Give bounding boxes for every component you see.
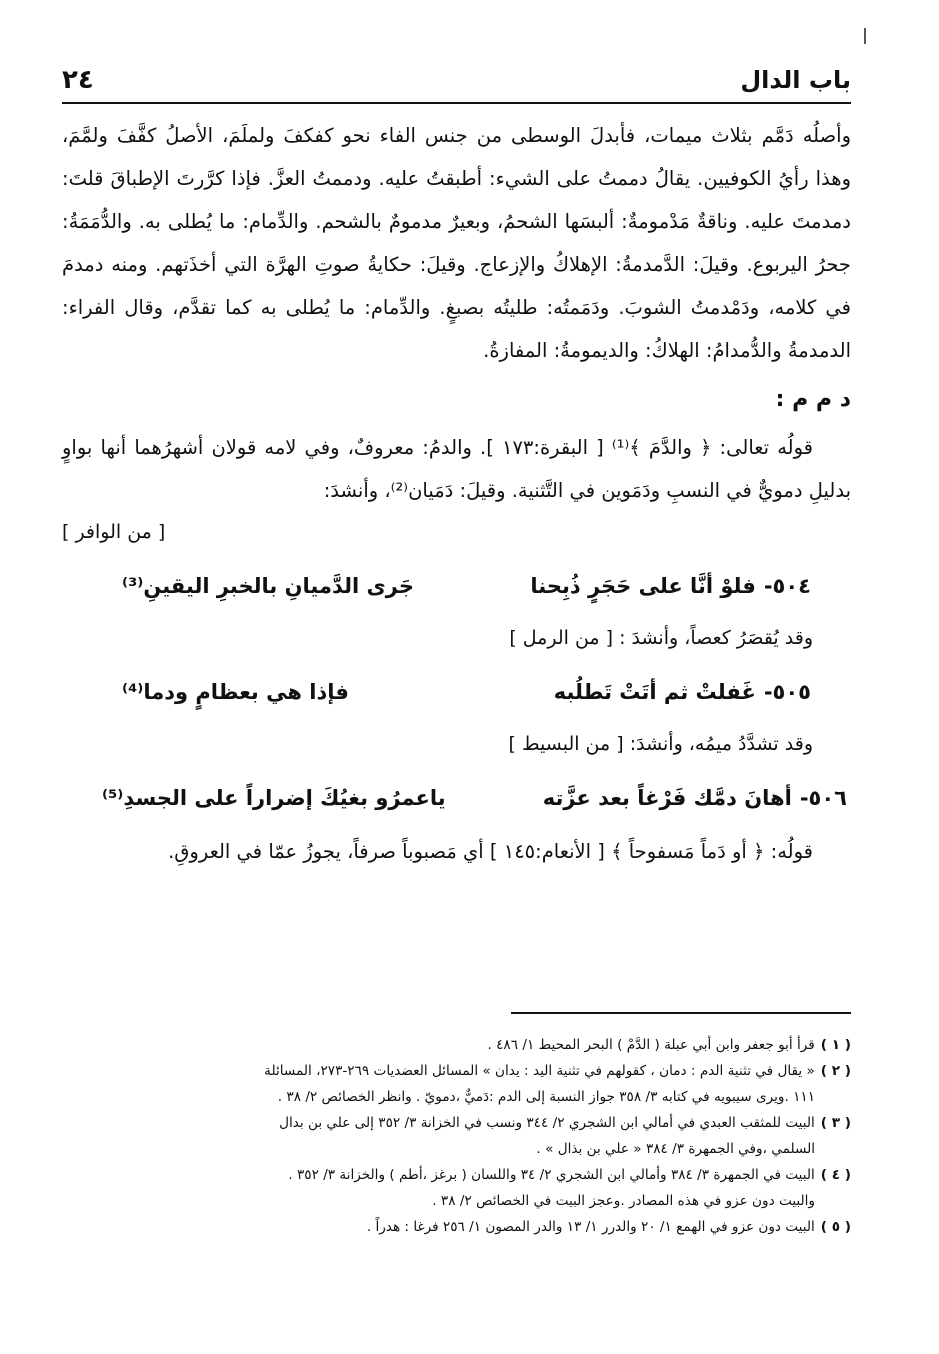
verse-506	[62, 776, 851, 820]
text-line-2: وقد يُقصَرُ كعصاً، وأنشدَ : [ من الرمل ]	[509, 627, 813, 649]
footnote-5: ( ٥ )البيت دون عزو في الهمع ١/ ٢٠ والدرر ١/ ١٣ والدر المصون ١/ ٢٥٦ فرغا : هدراً .	[366, 1219, 851, 1235]
verse-506-number: ٥٠٦-	[799, 786, 847, 810]
text-line-3: وقد تشدَّدُ ميمُه، وأنشدَ: [ من البسيط ]	[508, 733, 813, 755]
footnotes	[62, 1032, 851, 1240]
footnote-4: ( ٤ )البيت في الجمهرة ٣/ ٣٨٤ وأمالي ابن الشجري ٢/ ٣٤ واللسان ( برغز ،أطم ) والخزانة ٣/ ٣٥٢ . والبيت دون عزو في هذه المصادر .وعجز البيت في الخصائص ٢/ ٣٨ .	[288, 1167, 851, 1209]
section-intro: قولُه تعالى: ﴿ والدَّمَ ﴾⁽¹⁾ [ البقرة:١٧٣ ]. والدمُ: معروفٌ، وفي لامه قولان أشهرُهما أنها بواوٍ بدليلِ دمويٌّ في النسبِ ودَمَوين في التَّثنية. وقيلَ: دَمَيان⁽²⁾، وأنشدَ:	[62, 436, 851, 502]
verse-505-first-hemistich: ٥٠٥-غَفلتْ ثم أتَتْ تَطلُبه	[553, 680, 811, 704]
chapter-title: باب الدال	[740, 66, 851, 94]
page-header	[62, 58, 851, 104]
main-text	[62, 114, 851, 873]
verse-504-second-hemistich: جَرى الدَّميانِ بالخبرِ اليقينِ⁽³⁾	[122, 574, 414, 598]
verse-504	[62, 564, 851, 608]
footnote-3: ( ٣ )البيت للمثقب العبدي في أمالي ابن الشجري ٢/ ٣٤٤ ونسب في الخزانة ٣/ ٣٥٢ إلى علي بن بدال السلمي ،وفي الجمهرة ٣/ ٣٨٤ « علي بن بذال » .	[279, 1115, 851, 1157]
verse-505	[62, 670, 851, 714]
footnote-2: ( ٢ )« يقال في تثنية الدم : دمان ، كقولهم في تثنية اليد : يدان » المسائل العضديات ٢٦٩-٢٧٣، المسائلة ١١١ .ويرى سيبويه في كتابه ٣/ ٣٥٨ جواز النسبة إلى الدم :دَميٌّ ،دمويّ . وانظر الخصائص ٢/ ٣٨ .	[264, 1063, 851, 1105]
verse-506-second-hemistich: ياعمرُو بغيُكَ إضراراً على الجسدِ⁽⁵⁾	[102, 786, 446, 810]
page-number: ٢٤	[62, 65, 94, 95]
verse-506-first-hemistich: ٥٠٦-أهانَ دمَّك فَرْغاً بعد عزَّته	[542, 786, 847, 810]
paragraph-1: وأصلُه دَمَّم بثلاث ميمات، فأبدلَ الوسطى من جنس الفاء نحو كفكفَ ولملَمَ، الأصلُ كفَّفَ ولمَّمَ، وهذا رأيُ الكوفيين. يقالُ دممتُ على الشيء: أطبقتُ عليه. ودممتُ العزَّ. فإذا كرَّرتَ الإطباقَ قلتَ: دمدمتَ عليه. وناقةٌ مَدْمومةٌ: ألبسَها الشحمُ، وبعيرٌ مدمومٌ بالشحم. والدِّمام: ما يُطلى به. والدُّمَمَةُ: جحرُ اليربوع. وقيلَ: الدَّمدمةُ: الإهلاكُ والإزعاج. وقيلَ: حكايةُ صوتِ الهرَّة التي أخذَتهم. ومنه دمدمَ في كلامه، ودَمْدمتُ الشوبَ. ودَمَمتُه: طليتُه بصبغٍ. والدِّمام: ما يُطلى به كما تقدَّم، وقال الفراء: الدمدمةُ والدُّمدامُ: الهلاكُ: والديمومةُ: المفازةُ.	[62, 124, 851, 362]
verse-504-number: ٥٠٤-	[763, 574, 811, 598]
section-heading: د م م :	[775, 387, 851, 412]
verse-505-second-hemistich: فإذا هي بعظامٍ ودما⁽⁴⁾	[122, 680, 349, 704]
closing-paragraph: قولُه: ﴿ أو دَماً مَسفوحاً ﴾ [ الأنعام:١٤٥ ] أي مَصبوباً صرفاً، يجوزُ عمّا في العروقِ.	[168, 840, 813, 863]
verse-505-number: ٥٠٥-	[763, 680, 811, 704]
verse-504-first-hemistich: ٥٠٤-فلوْ أنَّا على حَجَرٍ ذُبِحنا	[530, 574, 811, 598]
footnote-1: ( ١ )قرأ أبو جعفر وابن أبي عبلة ( الدَّمْ ) البحر المحيط ١/ ٤٨٦ .	[487, 1037, 851, 1053]
footnote-divider	[511, 1012, 851, 1014]
meter-label-1: [ من الوافر ]	[62, 521, 166, 543]
edge-mark	[864, 28, 866, 44]
